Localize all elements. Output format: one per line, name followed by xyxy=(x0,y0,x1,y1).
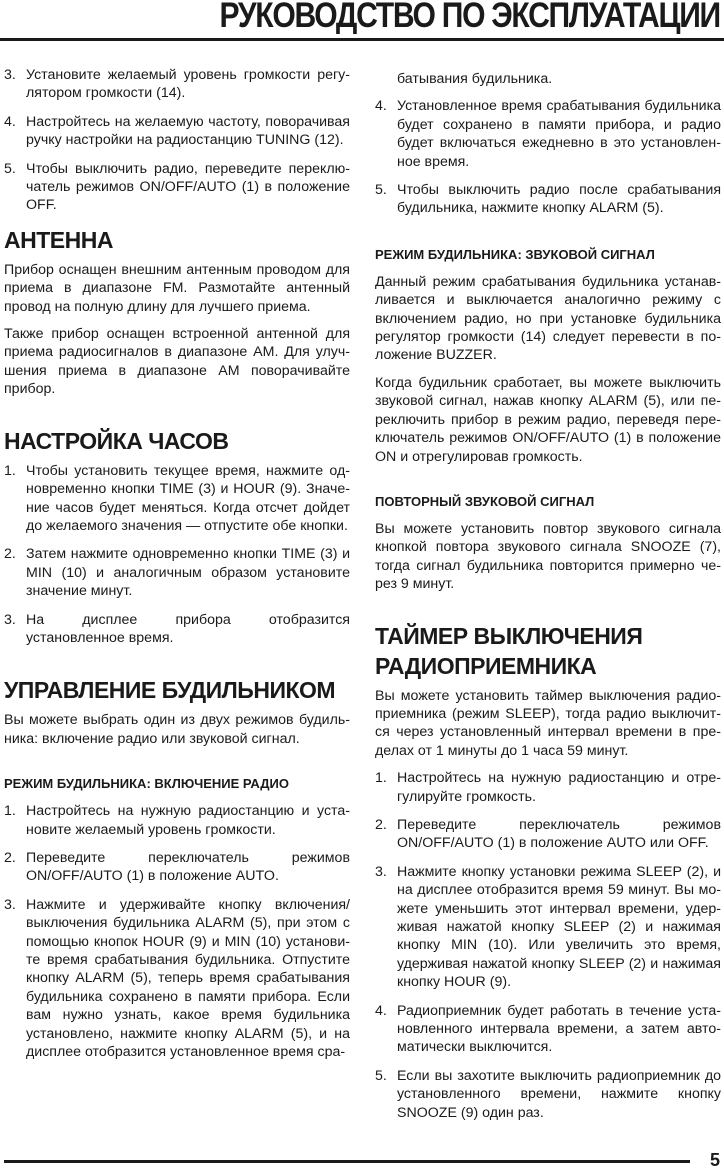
continued-text: батывания будильника. xyxy=(397,71,553,87)
page-header xyxy=(0,0,724,44)
continued-list xyxy=(375,97,721,217)
radio-mode-heading: РЕЖИМ БУДИЛЬНИКА: ВКЛЮЧЕНИЕ РАДИО xyxy=(4,776,290,792)
footer-rule xyxy=(4,1160,690,1163)
clock-heading: НАСТРОЙКА ЧАСОВ xyxy=(4,427,229,454)
antenna-heading: АНТЕННА xyxy=(4,226,113,253)
timer-paragraph: Вы можете установить таймер выключения радиоприемника (режим SLEEP), тогда радио выключится через установленный интервал времени в пределах от 1 минуты до 1 часа 59 минут. xyxy=(375,687,721,759)
list-item: 4. Настройтесь на желаемую частоту, поворачивая ручку настройки на радиостанцию TUNING (12). xyxy=(4,113,350,149)
list-item: 2. Затем нажмите одновременно кнопки TIME (3) и MIN (10) и аналогичным образом установите значение минут. xyxy=(4,546,350,600)
list-item: 3. Нажмите кнопку установки режима SLEEP (2), и на дисплее отобразится время 59 минут. Вы можете уменьшить этот интервал времени, удерживая нажатой кнопку SLEEP (2) и нажимая кнопку MIN (10). Или увеличить это время, удерживая нажатой кнопку SLEEP (2) и нажимая кнопку HOUR (9). xyxy=(375,863,721,991)
page-number: 5 xyxy=(709,1150,720,1170)
list-item: 2. Переведите переключатель режимов ON/OFF/AUTO (1) в положение AUTO. xyxy=(4,849,350,885)
list-item: 4. Установленное время срабатывания будильника будет сохранено в памяти прибора, и радио будет включаться ежедневно в это установленное время. xyxy=(375,98,721,170)
list-item: 1. Настройтесь на нужную радиостанцию и отрегулируйте громкость. xyxy=(375,770,721,805)
list-item: 1. Чтобы установить текущее время, нажмите одновременно кнопки TIME (3) и HOUR (9). Значение часов будет меняться. Когда отсчет дойдет до желаемого значения — отпустите обе кнопки. xyxy=(4,462,350,534)
right-column xyxy=(375,70,721,1132)
radio-mode-list xyxy=(4,802,350,1061)
list-item: 5. Если вы захотите выключить радиоприемник до установленного времени, нажмите кнопку SNOOZE (9) один раз. xyxy=(375,1067,721,1121)
list-item: 3. Нажмите и удерживайте кнопку включения/выключения будильника ALARM (5), при этом с помощью кнопок HOUR (9) и MIN (10) установите время срабатывания будильника. Отпустите кнопку ALARM (5), теперь время срабатывания будильника сохранено в памяти прибора. Если вам нужно узнать, какое время будильника установлено, нажмите кнопку ALARM (5), и на дисплее отобразится установленное время сра- xyxy=(4,896,350,1061)
alarm-heading: УПРАВЛЕНИЕ БУДИЛЬНИКОМ xyxy=(4,677,336,704)
list-item: 5. Чтобы выключить радио после срабатывания будильника, нажмите кнопку ALARM (5). xyxy=(375,182,721,217)
list-item: 2. Переведите переключатель режимов ON/OFF/AUTO (1) в положение AUTO или OFF. xyxy=(375,816,721,852)
left-column xyxy=(4,66,350,1071)
list-item: 1. Настройтесь на нужную радиостанцию и установите желаемый уровень громкости. xyxy=(4,803,350,838)
alarm-intro: Вы можете выбрать один из двух режимов будильника: включение радио или звуковой сигнал. xyxy=(4,712,350,747)
buzzer-paragraph-2: Когда будильник сработает, вы можете выключить звуковой сигнал, нажав кнопку ALARM (5), или переключить прибор в режим радио, переведя переключатель режимов ON/OFF/AUTO (1) в положение ON и отрегулировав громкость. xyxy=(375,374,721,465)
buzzer-heading: РЕЖИМ БУДИЛЬНИКА: ЗВУКОВОЙ СИГНАЛ xyxy=(375,246,655,262)
antenna-paragraph-2: Также прибор оснащен встроенной антенной для приема радиосигналов в диапазоне AM. Для улучшения приема в диапазоне AM поворачивайте прибор. xyxy=(4,326,350,398)
buzzer-paragraph-1: Данный режим срабатывания будильника устанавливается и выключается аналогично режиму с включением радио, но при установке будильника регулятор громкости (14) следует перевести в положение BUZZER. xyxy=(375,273,721,364)
timer-heading: ТАЙМЕР ВЫКЛЮЧЕНИЯ РАДИОПРИЕМНИКА xyxy=(375,622,643,679)
page-title: РУКОВОДСТВО ПО ЭКСПЛУАТАЦИИ xyxy=(219,0,720,35)
list-item: 3. На дисплее прибора отобразится установленное время. xyxy=(4,611,350,646)
list-item: 4. Радиоприемник будет работать в течение установленного интервала времени, а затем автоматически выключится. xyxy=(375,1002,721,1056)
list-item: 5. Чтобы выключить радио, переведите переключатель режимов ON/OFF/AUTO (1) в положение OFF. xyxy=(4,160,350,214)
header-rule xyxy=(0,38,724,41)
clock-list xyxy=(4,462,350,648)
list-item: 3. Установите желаемый уровень громкости регулятором громкости (14). xyxy=(4,67,350,102)
antenna-paragraph-1: Прибор оснащен внешним антенным проводом для приема в диапазоне FM. Размотайте антенный провод на полную длину для лучшего приема. xyxy=(4,261,350,315)
snooze-paragraph: Вы можете установить повтор звукового сигнала кнопкой повтора звукового сигнала SNOOZE (7), тогда сигнал будильника повторится примерно через 9 минут. xyxy=(375,520,721,593)
snooze-heading: ПОВТОРНЫЙ ЗВУКОВОЙ СИГНАЛ xyxy=(375,493,595,509)
top-list xyxy=(4,66,350,215)
timer-list xyxy=(375,769,721,1122)
